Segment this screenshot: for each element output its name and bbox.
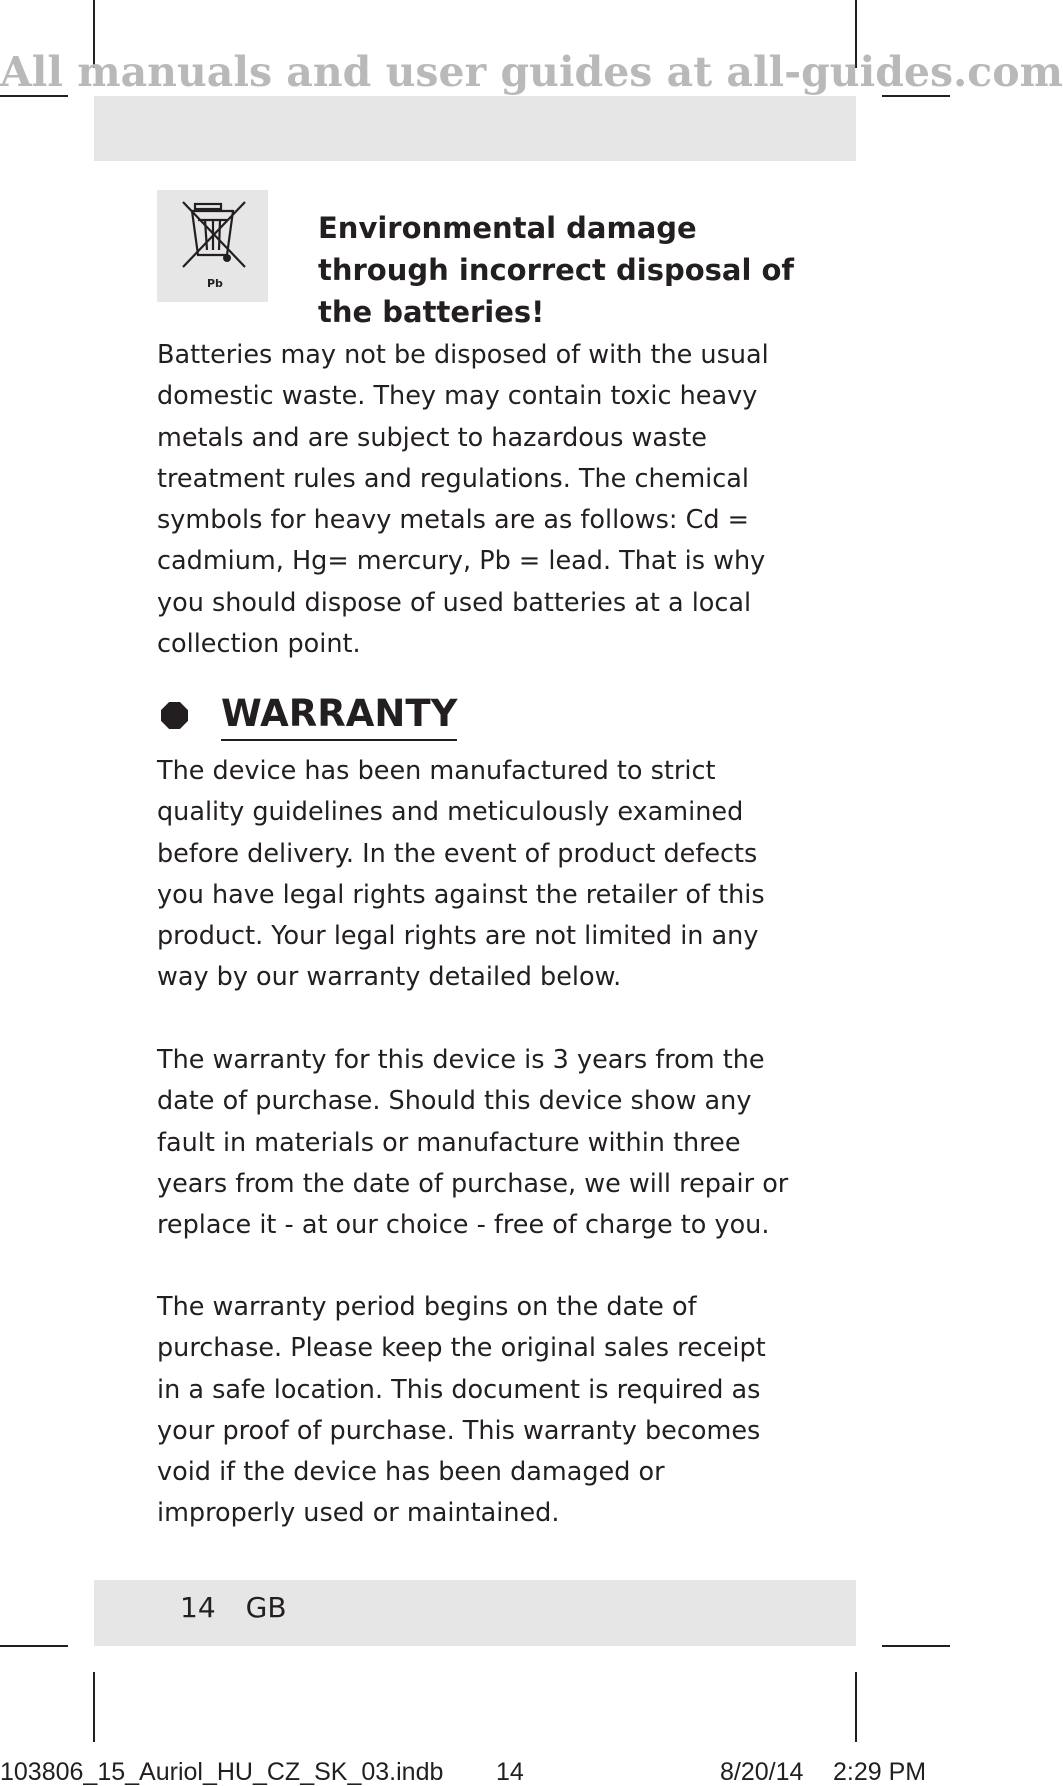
crop-mark (93, 1672, 95, 1742)
header-band (94, 96, 856, 161)
warranty-text: The device has been manufactured to strict quality guidelines and meticulously examined before delivery. In the event of product defects you have legal rights against the retailer of this product. Your legal rights are not limited in any way by our warranty detailed below. (157, 756, 765, 993)
crossed-out-wheelie-bin-icon (157, 190, 268, 302)
warning-title: Environmental damage through incorrect disposal of the batteries! (318, 211, 795, 329)
page-number: 14 (180, 1591, 216, 1624)
page-footer (180, 1588, 287, 1628)
print-slug-page: 14 (496, 1758, 524, 1786)
warranty-paragraph-1 (157, 751, 797, 999)
print-slug-date: 8/20/14 (720, 1758, 804, 1786)
print-slug-file: 103806_15_Auriol_HU_CZ_SK_03.indb (0, 1758, 444, 1786)
crop-mark (882, 1645, 950, 1647)
disposal-paragraph (157, 335, 797, 665)
warranty-paragraph-3 (157, 1287, 797, 1535)
disposal-text: Batteries may not be disposed of with the usual domestic waste. They may contain toxic heavy metals and are subject to hazardous waste treatment rules and regulations. The chemical symbols for heavy metals are as follows: Cd = cadmium, Hg= mercury, Pb = lead. That is why you should dispose of used batteries at a local collection point. (157, 340, 769, 660)
crop-mark (0, 1645, 68, 1647)
octagon-bullet-icon (161, 702, 188, 729)
warranty-text: The warranty period begins on the date of purchase. Please keep the original sales receipt in a safe location. This document is required as your proof of purchase. This warranty becomes void if the device has been damaged or improperly used or maintained. (157, 1292, 766, 1529)
print-slug-time: 2:29 PM (833, 1758, 927, 1786)
language-code: GB (245, 1591, 287, 1624)
warranty-heading: WARRANTY (221, 690, 457, 741)
warranty-text: The warranty for this device is 3 years from the date of purchase. Should this device show any fault in materials or manufacture within three years from the date of purchase, we will repair or replace it - at our choice - free of charge to you. (157, 1045, 789, 1241)
watermark: All manuals and user guides at all-guides.com (0, 48, 1063, 96)
warranty-paragraph-2 (157, 1040, 797, 1246)
pb-label: Pb (207, 277, 223, 290)
crop-mark (855, 1672, 857, 1742)
